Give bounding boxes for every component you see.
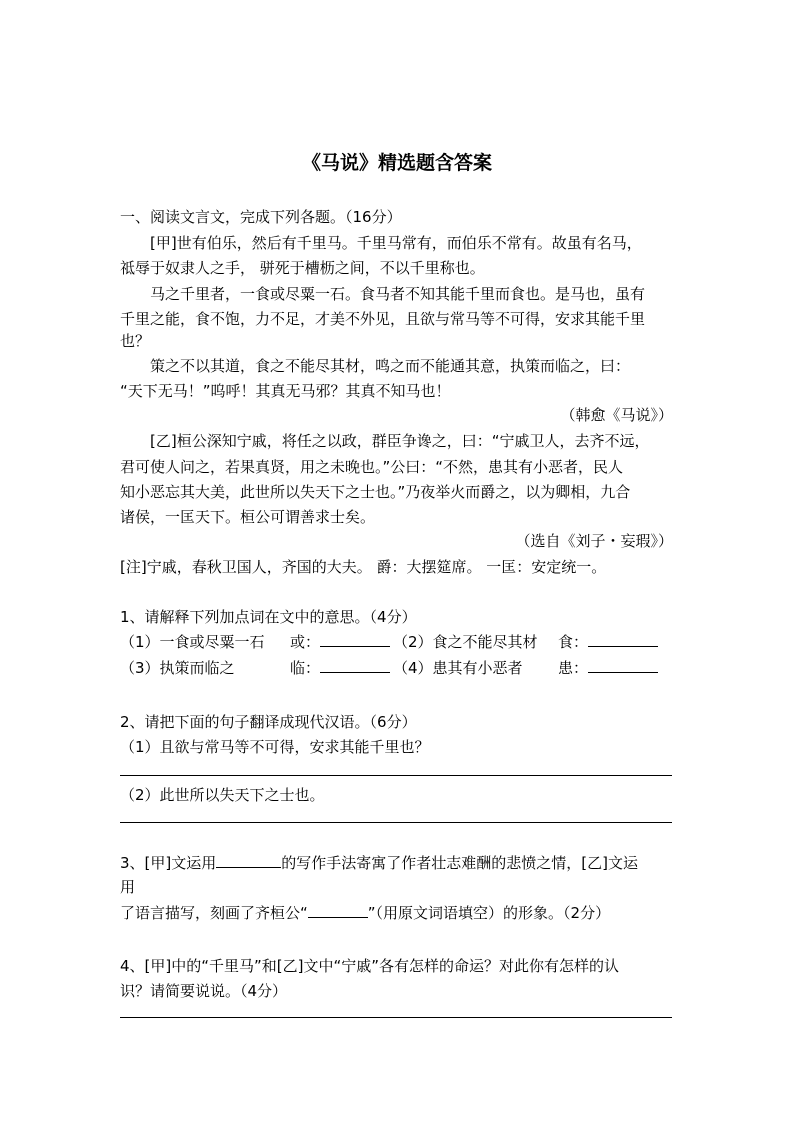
question-2-stem: 2、请把下面的句子翻译成现代汉语。（6分） [120,713,417,731]
text-jia-line: [甲]世有伯乐，然后有千里马。千里马常有，而伯乐不常有。故虽有名马， [150,234,642,252]
text-jia-line: 策之不以其道，食之不能尽其材，鸣之而不能通其意，执策而临之，曰： [150,357,631,375]
text-yi-line: 知小恶忘其大美，此世所以失天下之士也。”乃夜举火而爵之，以为卿相，九合 [120,483,631,501]
text-jia-line: “天下无马！”呜呼！其真无马邪？其真不知马也！ [120,382,451,400]
q1-item-2: （2）食之不能尽其材 [393,633,538,651]
q3-text: 了语言描写，刻画了齐桓公“ [120,904,308,922]
q1-item-4-answer [558,657,658,679]
q3-text: ”（用原文词语填空）的形象。（2分） [367,904,611,922]
q1-item-1-answer [290,631,390,653]
text-yi-line: 君可使人问之，若果真贤，用之未晚也。”公曰：“不然，患其有小恶者，民人 [120,458,624,476]
question-3-line [120,902,680,924]
q1-item-4: （4）患其有小恶者 [393,659,523,677]
question-1-stem: 1、请解释下列加点词在文中的意思。（4分） [120,608,417,626]
answer-blank[interactable] [320,657,390,673]
q1-item-4-word: 患： [558,659,589,677]
q1-item-3: （3）执策而临之 [120,659,235,677]
answer-line[interactable] [120,775,672,776]
question-3-line [120,852,680,874]
q1-item-1: （1）一食或尽粟一石 [120,633,265,651]
answer-blank[interactable] [588,657,658,673]
text-yi-line: [乙]桓公深知宁戚，将任之以政，群臣争谗之，曰：“宁戚卫人，去齐不远， [150,432,650,450]
text-yi-line: 诸侯，一匡天下。桓公可谓善求士矣。 [120,508,376,526]
q2-sentence-1: （1）且欲与常马等不可得，安求其能千里也？ [120,738,430,756]
q2-sentence-2: （2）此世所以失天下之士也。 [120,786,325,804]
q3-text: 的写作手法寄寓了作者壮志难酬的悲愤之情，[乙]文运 [281,854,638,872]
q3-text: 3、[甲]文运用 [120,854,217,872]
q1-item-1-word: 或： [290,633,321,651]
question-3-line: 用 [120,878,136,896]
question-4-line: 识？请简要说说。（4分） [120,982,288,1000]
q1-item-3-answer [290,657,390,679]
text-jia-line: 千里之能，食不饱，力不足，才美不外见，且欲与常马等不可得，安求其能千里 [120,310,646,328]
answer-blank[interactable] [308,902,368,918]
answer-blank[interactable] [588,631,658,647]
text-jia-line: 祗辱于奴隶人之手， 骈死于槽枥之间，不以千里称也。 [120,259,485,277]
section-heading: 一、阅读文言文，完成下列各题。（16分） [120,208,402,226]
q1-item-3-word: 临： [290,659,321,677]
q1-item-2-word: 食： [558,633,589,651]
answer-line[interactable] [120,1017,672,1018]
answer-blank[interactable] [320,631,390,647]
source-citation: （韩愈《马说》） [560,406,673,424]
answer-line[interactable] [120,822,672,823]
page-title: 《马说》精选题含答案 [301,152,492,174]
answer-blank[interactable] [216,852,281,868]
q1-item-2-answer [558,631,658,653]
question-4-line: 4、[甲]中的“千里马”和[乙]文中“宁戚”各有怎样的命运？对此你有怎样的认 [120,957,620,975]
annotation-note: [注]宁戚，春秋卫国人，齐国的大夫。 爵：大摆筵席。 一匡：安定统一。 [120,558,607,576]
text-jia-line: 马之千里者，一食或尽粟一石。食马者不知其能千里而食也。是马也，虽有 [150,285,646,303]
text-jia-line: 也？ [120,332,151,350]
source-citation: （选自《刘子・妄瑕》） [515,532,673,550]
